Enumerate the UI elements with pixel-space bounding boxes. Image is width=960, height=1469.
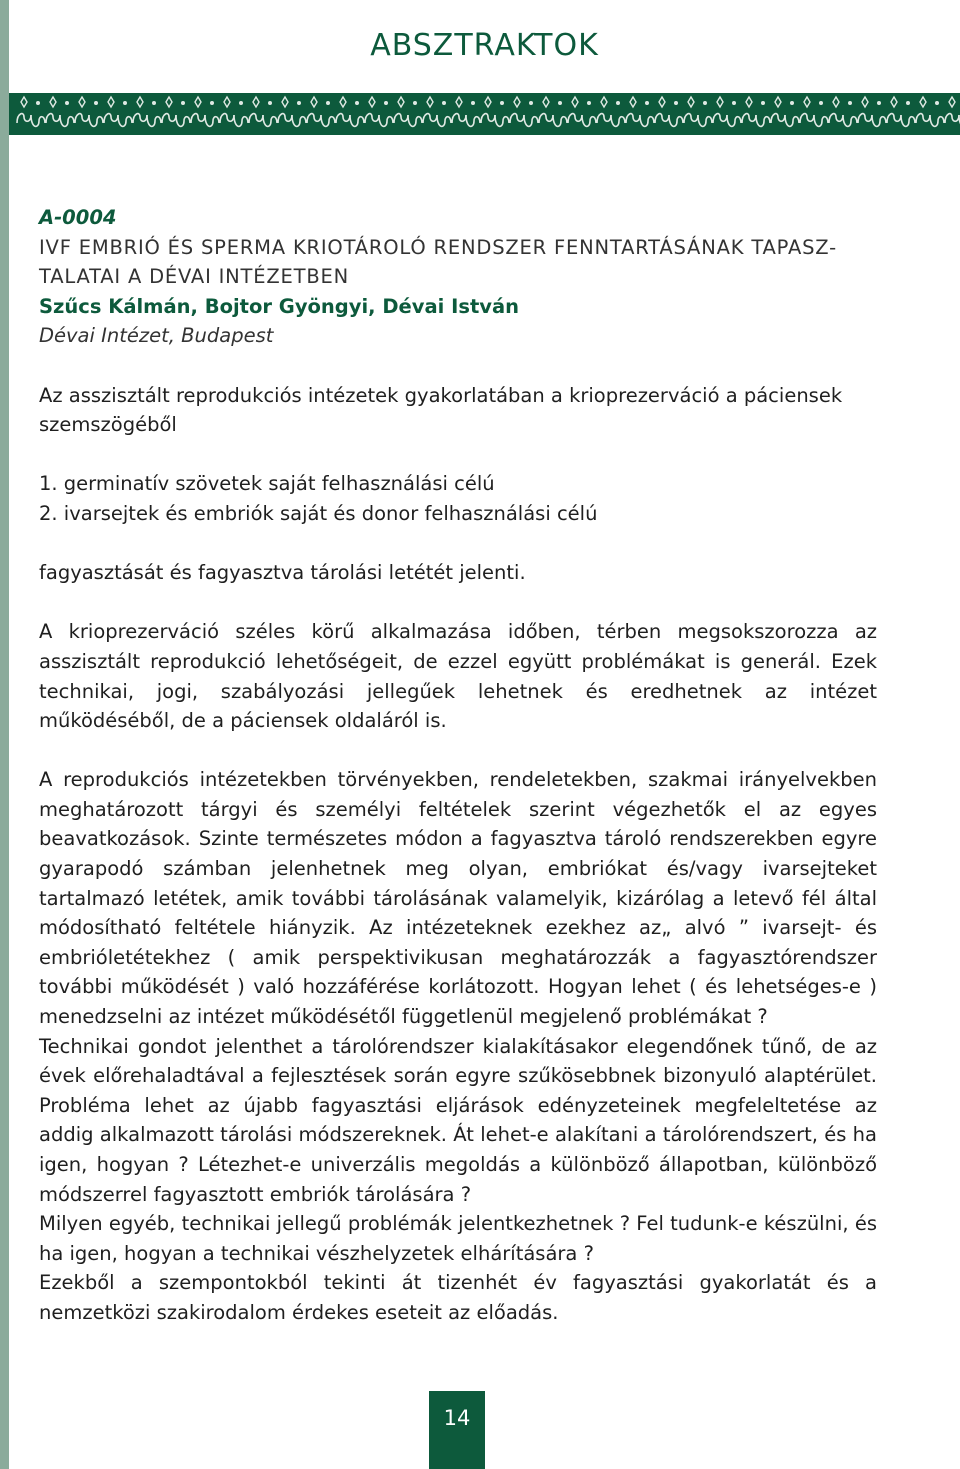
after-list-text: fagyasztását és fagyasztva tárolási letétét jelenti. [39,561,526,585]
paragraph-5: Ezekből a szempontokból tekinti át tizenhét év fagyasztási gyakorlatát és a nemzetközi szakirodalom érdekes eseteit az előadás. [39,1271,877,1324]
ornament-motif [104,97,132,126]
ornament-motif [133,97,161,126]
ornament-motif [713,97,741,126]
ornament-motif [858,97,886,126]
ornament-motif [597,97,625,126]
ornament-motif [829,97,857,126]
ornament-motif [626,97,654,126]
ornamental-band [9,93,960,135]
ornament-motif [46,97,74,126]
paragraph-4: Milyen egyéb, technikai jellegű problémák jelentkezhetnek ? Fel tudunk-e készülni, és ha igen, hogyan a technikai vészhelyzetek elhárítására ? [39,1212,877,1265]
paragraph-2: A reprodukciós intézetekben törvényekben, rendeletekben, szakmai irányelvekben meghatározott tárgyi és személyi feltételek szerint végezhetők el az egyes beavatkozások. Szinte természetes módon a fagyasztva tároló rendszerekben egyre gyarapodó számban jelenhetnek meg olyan, embriókat és/vagy ivarsejteket tartalmazó letétek, amik további tárolásának valamelyik, kizárólag a letevő fél által módosítható feltétele hiányzik. Az intézeteknek ezekhez az„ alvó ” ivarsejt- és embrióletétekhez ( amik perspektivikusan meghatározzák a fagyasztórendszer további működését ) való hozzáférése korlátozott. Hogyan lehet ( és lehetséges-e ) menedzselni az intézet működésétől függetlenül megjelenő problémákat ? [39,768,877,1029]
list-item-1: 1. germinatív szövetek saját felhasználási célú [39,472,495,496]
ornament-motif [423,97,451,126]
ornament-motif [75,97,103,126]
ornament-motif [249,97,277,126]
ornament-motif [945,97,960,126]
abstract-title-line-2: TALATAI A DÉVAI INTÉZETBEN [39,265,350,289]
list-item-2: 2. ivarsejtek és embriók saját és donor felhasználási célú [39,501,598,525]
ornament-pattern [9,93,960,135]
ornament-motif [742,97,770,126]
ornament-motif [771,97,799,126]
paragraph-1: A krioprezerváció széles körű alkalmazása időben, térben megsokszorozza az asszisztált reprodukció lehetőségeit, de ezzel együtt problémákat is generál. Ezek technikai, jogi, szabályozási jellegűek lehetnek és eredhetnek az intézet működéséből, de a páciensek oldaláról is. [39,620,877,733]
page-number-box [429,1391,485,1469]
ornament-motif [655,97,683,126]
ornament-motif [452,97,480,126]
ornament-motif [394,97,422,126]
ornament-motif [510,97,538,126]
ornament-motif [916,97,944,126]
ornament-motif [307,97,335,126]
ornament-motif [220,97,248,126]
abstract-authors: Szűcs Kálmán, Bojtor Gyöngyi, Dévai István [39,294,520,318]
intro-line-2: szemszögéből [39,413,177,437]
ornament-motif [481,97,509,126]
ornament-motif [191,97,219,126]
ornament-motif [278,97,306,126]
ornament-motif [162,97,190,126]
page-number: 14 [443,1406,471,1430]
ornament-motif [539,97,567,126]
abstract-affiliation: Dévai Intézet, Budapest [39,324,274,348]
ornament-motif [568,97,596,126]
abstract-body [39,203,877,1328]
abstract-title-line-1: IVF EMBRIÓ ÉS SPERMA KRIOTÁROLÓ RENDSZER FENNTARTÁSÁNAK TAPASZ- [39,235,837,259]
ornament-motif [365,97,393,126]
ornament-motif [684,97,712,126]
abstract-code: A-0004 [39,206,117,229]
ornament-motif [800,97,828,126]
ornament-motif [336,97,364,126]
left-side-band [0,0,9,1469]
paragraph-3: Technikai gondot jelenthet a tárolórendszer kialakításakor elegendőnek tűnő, de az évek előrehaladtával a fejlesztések során egyre szűkösebbnek bizonyuló alaptérület. Probléma lehet az újabb fagyasztási eljárások edényzeteinek megfeleltetése az addig alkalmazott tárolási módszereknek. Át lehet-e alakítani a tárolórendszert, és ha igen, hogyan ? Létezhet-e univerzális megoldás a különböző állapotban, különböző módszerrel fagyasztott embriók tárolására ? [39,1034,877,1206]
ornament-motif [887,97,915,126]
intro-line-1: Az asszisztált reprodukciós intézetek gyakorlatában a krioprezerváció a páciensek [39,383,843,407]
page-header-title: ABSZTRAKTOK [370,28,599,63]
ornament-motif [17,97,45,126]
